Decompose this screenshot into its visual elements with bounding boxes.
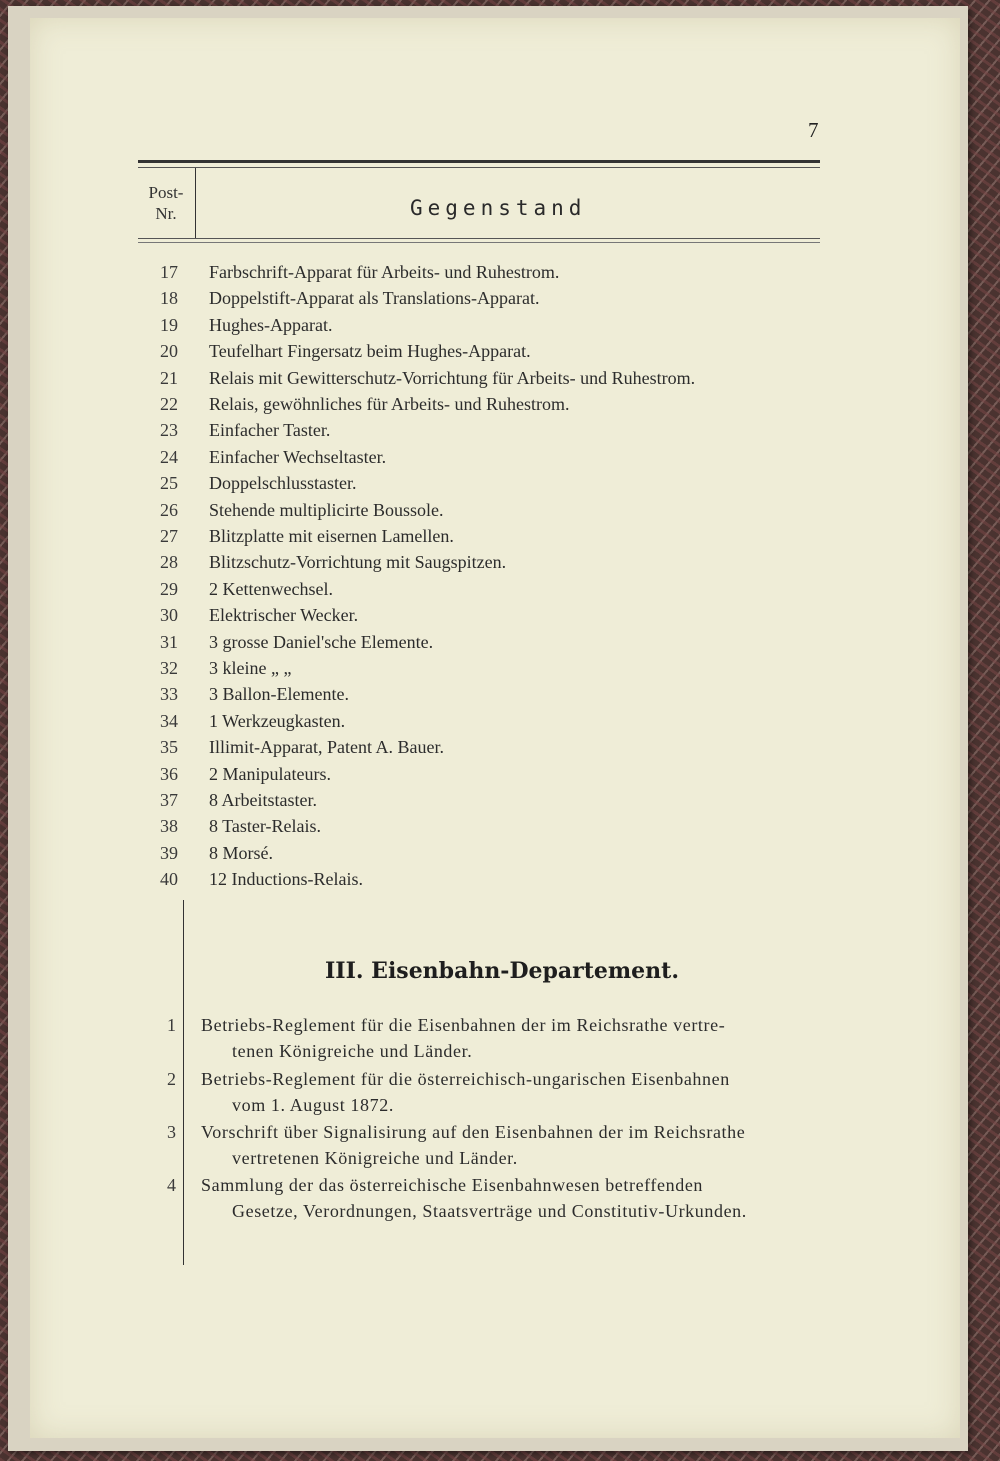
- table-row: [140, 869, 840, 896]
- table-row: [140, 341, 840, 368]
- gegenstand-text: Relais mit Gewitterschutz-Vorrichtung für Arbeits- und Ruhestrom.: [209, 367, 696, 388]
- post-nr: 40: [160, 869, 178, 890]
- table-row: [140, 632, 840, 659]
- post-nr-header-line2: Nr.: [155, 204, 177, 223]
- gegenstand-text: Doppelstift-Apparat als Translations-Apparat.: [209, 288, 540, 309]
- table-row: [140, 790, 840, 817]
- post-nr: 25: [160, 473, 178, 494]
- gegenstand-text: Farbschrift-Apparat für Arbeits- und Ruhestrom.: [209, 262, 560, 282]
- table-row: [140, 843, 840, 870]
- header-rule-top: [138, 160, 820, 163]
- post-nr: 20: [160, 341, 178, 362]
- post-nr: 19: [160, 314, 178, 335]
- post-nr: 26: [160, 499, 178, 520]
- header-column-divider: [195, 168, 196, 238]
- gegenstand-text: 2 Kettenwechsel.: [209, 578, 333, 599]
- entry-line2: Gesetze, Verordnungen, Staatsverträge und Constitutiv-Urkunden.: [232, 1201, 747, 1221]
- post-nr: 37: [160, 790, 178, 810]
- post-nr: 34: [160, 710, 178, 731]
- post-nr: 38: [160, 816, 178, 837]
- gegenstand-text: Einfacher Wechseltaster.: [209, 446, 387, 467]
- table-row: [140, 394, 840, 421]
- post-nr: 35: [160, 737, 178, 758]
- gegenstand-header: Gegenstand: [410, 196, 587, 220]
- gegenstand-text: 2 Manipulateurs.: [209, 763, 331, 784]
- gegenstand-text: Blitzschutz-Vorrichtung mit Saugspitzen.: [209, 552, 507, 573]
- table-row: [140, 447, 840, 474]
- entry-line1: Betriebs-Reglement für die Eisenbahnen der im Reichsrathe vertre-: [201, 1015, 726, 1035]
- post-nr: 18: [160, 288, 178, 309]
- gegenstand-text: Stehende multiplicirte Boussole.: [209, 499, 444, 520]
- body-column-divider: [183, 900, 184, 1265]
- table-row: [140, 684, 840, 711]
- post-nr: 23: [160, 420, 178, 441]
- entry-number: 3: [167, 1122, 176, 1142]
- post-nr: 27: [160, 526, 178, 546]
- table-row: [140, 737, 840, 764]
- post-nr: 22: [160, 394, 178, 414]
- table-row: [140, 658, 840, 685]
- post-nr: 31: [160, 631, 178, 652]
- post-nr: 39: [160, 842, 178, 863]
- gegenstand-text: Teufelhart Fingersatz beim Hughes-Apparat.: [209, 341, 531, 362]
- entry-line2: tenen Königreiche und Länder.: [232, 1041, 473, 1061]
- gegenstand-text: 1 Werkzeugkasten.: [209, 710, 346, 731]
- table-row: [140, 420, 840, 447]
- post-nr: 33: [160, 684, 178, 705]
- table-row: [140, 605, 840, 632]
- header-rule-top-thin: [138, 167, 820, 168]
- gegenstand-text: 8 Taster-Relais.: [209, 816, 322, 837]
- gegenstand-text: 12 Inductions-Relais.: [209, 869, 363, 890]
- entry-line2: vertretenen Königreiche und Länder.: [232, 1148, 518, 1168]
- gegenstand-text: Einfacher Taster.: [209, 420, 331, 441]
- post-nr: 28: [160, 552, 178, 573]
- table-row: [140, 526, 840, 553]
- gegenstand-text: Blitzplatte mit eisernen Lamellen.: [209, 526, 454, 546]
- entry-line2: vom 1. August 1872.: [232, 1095, 394, 1115]
- table-row: [140, 711, 840, 738]
- gegenstand-text: Relais, gewöhnliches für Arbeits- und Ruhestrom.: [209, 394, 570, 414]
- table-row: [140, 579, 840, 606]
- table-row: [140, 315, 840, 342]
- table-row: [140, 368, 840, 395]
- post-nr: 30: [160, 605, 178, 626]
- page-number: 7: [808, 118, 819, 142]
- entry-line1: Betriebs-Reglement für die österreichisch-ungarischen Eisenbahnen: [201, 1069, 730, 1089]
- header-rule-bottom: [138, 238, 820, 239]
- entry-line1: Vorschrift über Signalisirung auf den Eisenbahnen der im Reichsrathe: [201, 1122, 746, 1142]
- post-nr: 24: [160, 446, 178, 467]
- post-nr: 36: [160, 763, 178, 784]
- table-row: [140, 816, 840, 843]
- table-row: [140, 473, 840, 500]
- gegenstand-text: 8 Morsé.: [209, 842, 273, 863]
- entry-line1: Sammlung der das österreichische Eisenbahnwesen betreffenden: [201, 1175, 704, 1195]
- gegenstand-text: Hughes-Apparat.: [209, 314, 333, 335]
- section-title: III. Eisenbahn-Departement.: [324, 958, 679, 984]
- entry-number: 4: [167, 1175, 176, 1195]
- table-row: [140, 764, 840, 791]
- post-nr-header-line1: Post-: [148, 183, 184, 202]
- post-nr: 17: [160, 262, 178, 282]
- table-row: [140, 500, 840, 527]
- post-nr: 32: [160, 658, 178, 678]
- post-nr: 21: [160, 367, 178, 388]
- header-rule-bottom-thin: [138, 242, 820, 243]
- gegenstand-text: 3 Ballon-Elemente.: [209, 684, 349, 705]
- entry-number: 1: [167, 1015, 176, 1035]
- post-nr-header: [140, 182, 192, 224]
- table-row: [140, 288, 840, 315]
- gegenstand-text: 3 grosse Daniel'sche Elemente.: [209, 631, 434, 652]
- table-row: [140, 552, 840, 579]
- gegenstand-text: Doppelschlusstaster.: [209, 473, 357, 494]
- gegenstand-text: 8 Arbeitstaster.: [209, 790, 317, 810]
- table-row: [140, 262, 840, 289]
- gegenstand-text: Elektrischer Wecker.: [209, 605, 359, 626]
- gegenstand-text: 3 kleine „ „: [209, 658, 292, 678]
- gegenstand-text: Illimit-Apparat, Patent A. Bauer.: [209, 737, 444, 758]
- entry-number: 2: [167, 1069, 176, 1089]
- post-nr: 29: [160, 578, 178, 599]
